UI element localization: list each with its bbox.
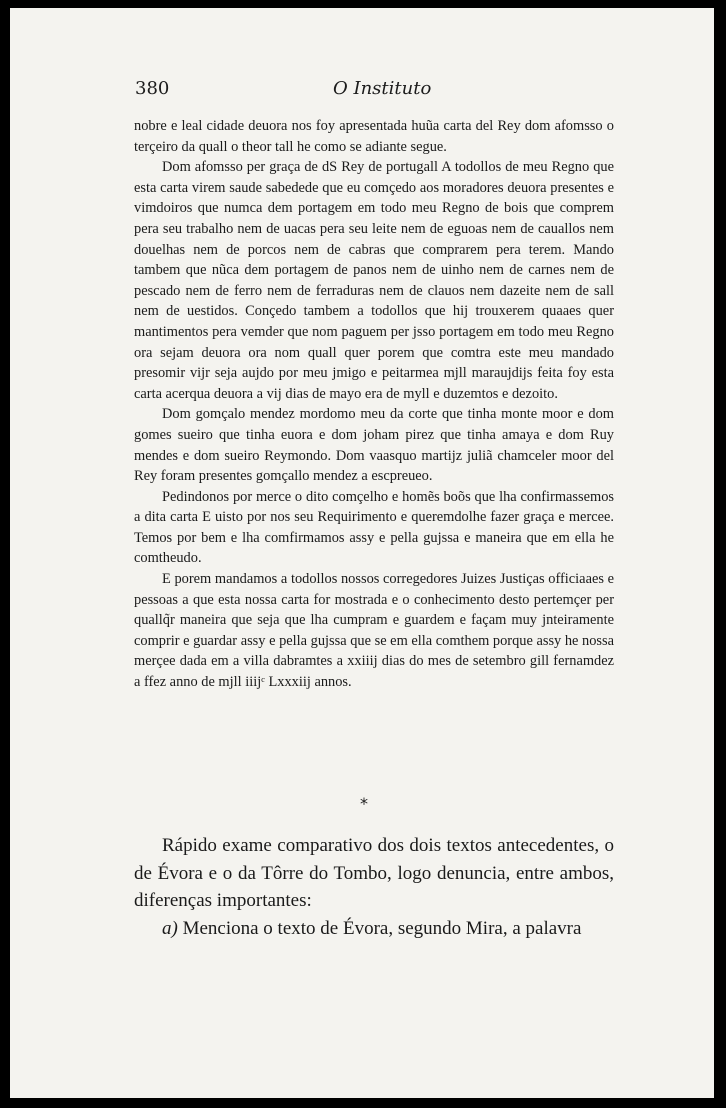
charter-paragraph: E porem mandamos a todollos nossos corregedores Juizes Justiças officiaaes e pessoas a que esta nossa carta for mostrada e o conhecimento desto pertemçer per quallq̃r maneira que seja que lha cumpram e guardem e façam muy jnteiramente comprir e guardar assy e pella gujssa que se em ella comthem porque assy he nossa merçee dada em a villa dabramtes a xxiiij dias do mes de setembro gill fernamdez a ffez anno de mjll iiijᶜ Lxxxiij annos. bbox=[134, 571, 614, 691]
section-separator-asterisk: * bbox=[360, 794, 368, 813]
running-title: O Instituto bbox=[333, 78, 432, 99]
commentary-item-text: Menciona o texto de Évora, segundo Mira, a palavra bbox=[182, 917, 582, 939]
charter-paragraph: nobre e leal cidade deuora nos foy apresentada huũa carta del Rey dom afomsso o terçeiro da quall o theor tall he como se adiante segue. bbox=[134, 118, 614, 155]
charter-paragraph: Dom afomsso per graça de dS Rey de portugall A todollos de meu Regno que esta carta virem saude sabedede que eu comçedo aos moradores deuora presentes e vimdoiros que numca dem portagem em todo meu Regno de bois que comprem pera seu trabalho nem de uacas pera seu leite nem de eguoas nem de cauallos nem douelhas nem de porcos nem de cabras que comprarem pera terem. Mando tambem que nũca dem portagem de panos nem de uinho nem de carnes nem de pescado nem de ferro nem de ferraduras nem de clauos nem dazeite nem de sall nem de uestidos. Conçedo tambem a todollos que hij trouxerem quaaes quer mantimentos pera vemder que nom paguem per jsso portagem em todo meu Regno ora sejam deuora ora nom quall quer porem que comtra este meu mandado presomir vijr seja aujdo por meu jmigo e peitarmea mjll maraujdijs feita foy esta carta acerqua deuora a vij dias de mayo era de myll e duzemtos e dezoito. bbox=[134, 159, 614, 402]
page-number: 380 bbox=[135, 78, 170, 99]
running-head bbox=[135, 78, 615, 102]
charter-paragraph: Pedindonos por merce o dito comçelho e homẽs boõs que lha confirmassemos a dita carta E uisto por nos seu Requirimento e queremdolhe fazer graça e mercee. Temos por bem e lha comfirmamos assy e pella gujssa e maneira que em ella he comtheudo. bbox=[134, 488, 614, 567]
commentary-item-letter: a) bbox=[162, 917, 178, 939]
commentary-text bbox=[134, 832, 614, 942]
charter-paragraph: Dom gomçalo mendez mordomo meu da corte que tinha monte moor e dom gomes sueiro que tinha euora e dom joham pirez que tinha amaya e dom Ruy mendes e dom sueiro Reymondo. Dom vaasquo martijz juliã chamceler moor del Rey foram presentes gomçallo mendez a escpreueo. bbox=[134, 406, 614, 485]
transcribed-charter bbox=[134, 116, 614, 693]
commentary-intro: Rápido exame comparativo dos dois textos antecedentes, o de Évora e o da Tôrre do Tombo, logo denuncia, entre ambos, diferenças importantes: bbox=[134, 835, 614, 911]
commentary-item bbox=[134, 915, 614, 943]
